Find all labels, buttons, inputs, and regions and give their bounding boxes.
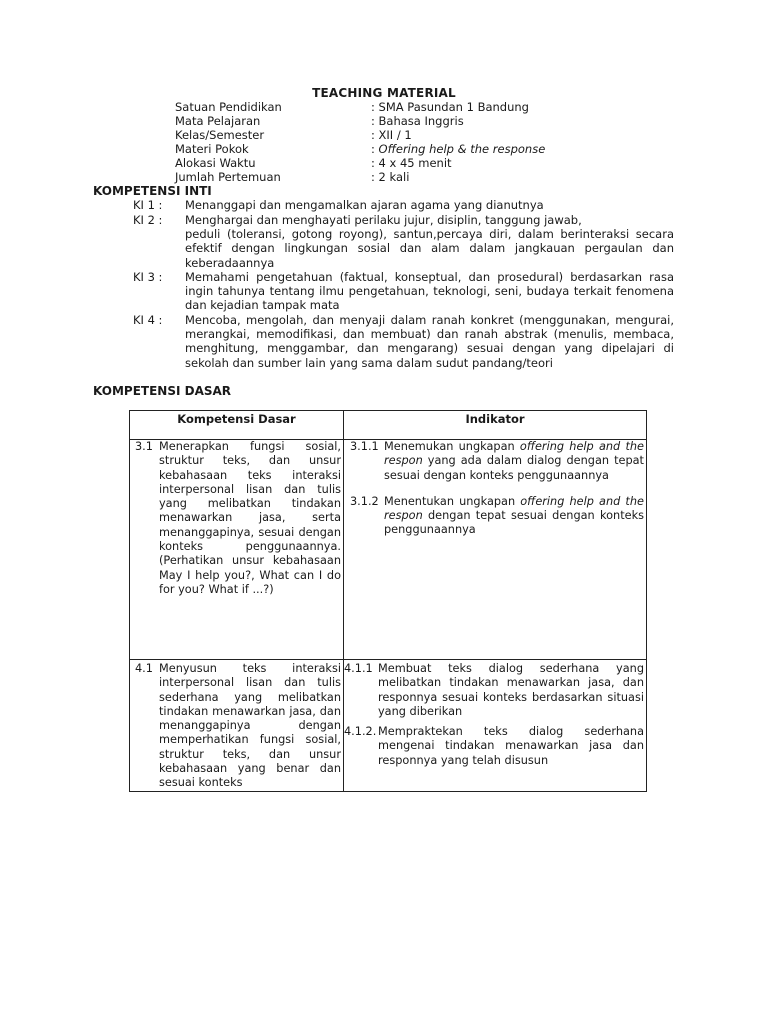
identity-label: Kelas/Semester [175, 128, 265, 142]
indicator-text-pre: Menemukan ungkapan [384, 440, 520, 453]
header-indikator: Indikator [344, 411, 647, 440]
ki-text: Memahami pengetahuan (faktual, konseptual, dan prosedural) berdasarkan rasa ingin tahunya tentang ilmu pengetahuan, teknologi, seni, budaya terkait fenomena dan kejadian tampak mata [185, 270, 674, 313]
identity-label: Alokasi Waktu [175, 156, 256, 170]
indicator-text [378, 662, 646, 719]
ki-code: KI 4 : [133, 313, 163, 327]
ki-text: Menanggapi dan mengamalkan ajaran agama yang dianutnya [185, 198, 544, 212]
identity-value-prefix: : [371, 142, 379, 156]
identity-label: Satuan Pendidikan [175, 100, 282, 114]
indicator-text-pre: Menentukan ungkapan [384, 494, 521, 508]
ki-code: KI 3 : [133, 270, 163, 284]
ki-code: KI 1 : [133, 198, 163, 212]
indicator-cell [344, 440, 647, 660]
table-header-row [130, 411, 647, 440]
indicator-text-pre: Mempraktekan teks dialog sederhana mengenai tindakan menawarkan jasa dan responnya yang telah disusun [378, 725, 644, 767]
identity-value: : XII / 1 [371, 128, 412, 142]
document-title: TEACHING MATERIAL [312, 86, 456, 100]
ki-text-continued: peduli (toleransi, gotong royong), santun,percaya diri, dalam berinteraksi secara efektif dengan lingkungan sosial dan alam dalam jangkauan pergaulan dan keberadaannya [185, 227, 674, 270]
indicator-cell [344, 660, 647, 792]
identity-value: : 2 kali [371, 170, 410, 184]
indicator-text-italic: offering help and the respon [384, 440, 644, 468]
indicator-number: 4.1.2. [344, 725, 377, 739]
kd-item [135, 662, 341, 791]
indicator-text-pre: Membuat teks dialog sederhana yang melibatkan tindakan menawarkan jasa, dan responnya sesuai konteks berdasarkan situasi yang diberikan [378, 662, 644, 718]
indicator-item [344, 662, 646, 719]
kd-text: Menyusun teks interaksi interpersonal lisan dan tulis sederhana yang melibatkan tindakan menawarkan jasa, dan menanggapinya dengan memperhatikan fungsi sosial, struktur teks, dan unsur kebahasaan yang benar dan sesuai konteks [159, 662, 341, 790]
indicator-number: 4.1.1 [344, 662, 373, 675]
kompetensi-dasar-table [129, 410, 647, 792]
kd-number: 4.1 [135, 662, 153, 675]
identity-value: : SMA Pasundan 1 Bandung [371, 100, 529, 114]
identity-value-italic: Offering help & the response [378, 142, 546, 156]
ki-text [185, 213, 674, 270]
indicator-number: 3.1.1 [350, 440, 379, 453]
kd-text: Menerapkan fungsi sosial, struktur teks, dan unsur kebahasaan teks interaksi interpersonal lisan dan tulis yang melibatkan tindakan menawarkan jasa, serta menanggapinya, sesuai dengan konteks penggunaannya. (Perhatikan unsur kebahasaan May I help you?, What can I do for you? What if ...?) [159, 440, 341, 596]
identity-label: Materi Pokok [175, 142, 249, 156]
identity-value [371, 142, 545, 156]
indicator-item [344, 495, 646, 538]
kd-cell [130, 440, 344, 660]
identity-label: Jumlah Pertemuan [175, 170, 281, 184]
table-row [130, 660, 647, 792]
indicator-text-post: dengan tepat sesuai dengan konteks penggunaannya [384, 509, 644, 537]
kd-item [135, 440, 341, 597]
indicator-text [378, 725, 646, 768]
ki-code: KI 2 : [133, 213, 163, 227]
indicator-number: 3.1.2 [350, 494, 379, 508]
indicator-item [344, 440, 646, 483]
indicator-text-post: yang ada dalam dialog dengan tepat sesuai dengan konteks penggunaannya [384, 454, 644, 482]
indicator-text-italic: offering help and the respon [384, 494, 644, 523]
indicator-item [344, 725, 646, 768]
identity-value: : Bahasa Inggris [371, 114, 464, 128]
kd-cell [130, 660, 344, 792]
identity-label: Mata Pelajaran [175, 114, 261, 128]
kompetensi-inti-heading: KOMPETENSI INTI [93, 184, 212, 198]
header-kompetensi-dasar: Kompetensi Dasar [130, 411, 344, 440]
kompetensi-dasar-heading: KOMPETENSI DASAR [93, 384, 232, 398]
kd-number: 3.1 [135, 440, 153, 453]
table-row [130, 440, 647, 660]
ki-text: Mencoba, mengolah, dan menyaji dalam ranah konkret (menggunakan, mengurai, merangkai, memodifikasi, dan membuat) dan ranah abstrak (menulis, membaca, menghitung, menggambar, dan mengarang) sesuai dengan yang dipelajari di sekolah dan sumber lain yang sama dalam sudut pandang/teori [185, 313, 674, 370]
indicator-text [384, 440, 646, 483]
identity-value: : 4 x 45 menit [371, 156, 452, 170]
ki-text-line: Menghargai dan menghayati perilaku jujur, disiplin, tanggung jawab, [185, 213, 582, 227]
indicator-text [384, 495, 646, 538]
